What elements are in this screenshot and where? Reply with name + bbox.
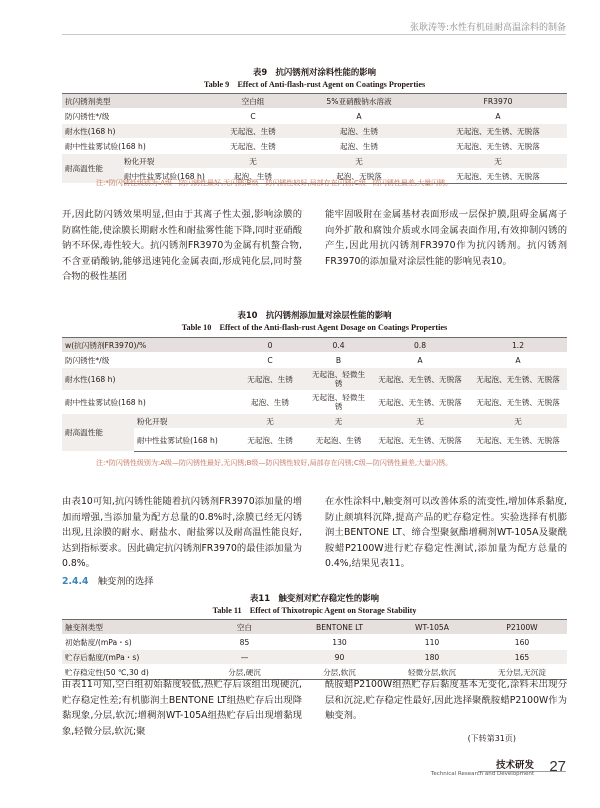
table-header-cell: 1.2 — [469, 338, 567, 353]
table11-caption-cn: 表11 触变剂对贮存稳定性的影响 — [250, 593, 379, 603]
table10-caption-en: Table 10 Effect of the Anti-flash-rust Agent Dosage on Coatings Properties — [181, 323, 448, 332]
table-header-cell: 抗闪锈剂类型 — [62, 94, 217, 109]
table-cell: 无分层,无沉淀 — [477, 665, 567, 680]
table-header-cell: BENTONE LT — [292, 620, 387, 635]
table10-note: 注:*防闪锈性级别为:A级—防闪锈性最好,无闪锈;B级—防闪锈性较好,局部存在闪锈;C级—防闪锈性最差,大量闪锈。 — [96, 459, 453, 467]
table9 — [62, 93, 567, 184]
section-title: 触变剂的选择 — [97, 576, 154, 587]
paragraph-right: 在水性涂料中,触变剂可以改善体系的流变性,增加体系黏度,防止颜填料沉降,提高产品的贮存稳定性。实验选择有机膨润土BENTONE LT、缔合型聚氨酯增稠剂WT-105A及聚酰胺蜡P2100W进行贮存稳定性测试,添加量为配方总量的0.4%,结果见表11。 — [325, 496, 567, 569]
table-header-cell: 5%亚硝酸钠水溶液 — [289, 94, 429, 109]
table-header-cell: 触变剂类型 — [62, 620, 197, 635]
continued-note: (下转第31页) — [467, 734, 516, 743]
table-cell: 分层,软沉 — [292, 665, 387, 680]
table9-caption-en: Table 9 Effect of Anti-flash-rust Agent on Coatings Properties — [203, 80, 426, 89]
paragraph-left: 开,因此防闪锈效果明显,但由于其离子性太强,影响涂膜的防腐性能,使涂膜长期耐水性和耐盐雾性能下降,同时亚硝酸钠不环保,毒性较大。抗闪锈剂FR3970为金属有机螯合物,不含亚硝酸钠,能够迅速钝化金属表面,形成钝化层,同时螯合物的极性基团 — [62, 209, 302, 282]
table-cell: 无 — [429, 154, 567, 169]
table-row — [62, 139, 567, 154]
table-row — [62, 124, 567, 139]
row-label: 贮存后黏度/(mPa・s) — [62, 650, 197, 665]
row-label: 耐中性盐雾试验(168 h) — [62, 139, 217, 154]
row-label: 防闪锈性*/级 — [62, 109, 217, 124]
footer-column-title: 技术研发 — [495, 760, 534, 771]
table-header-cell: FR3970 — [429, 94, 567, 109]
table9-note: 注:*防闪锈性级别为:A级—防闪锈性最好,无闪锈;B级—防闪锈性较好,局部存在闪锈;C级—防闪锈性最差,大量闪锈。 — [96, 179, 453, 187]
table-header-cell: 0.8 — [371, 338, 469, 353]
footer-column-subtitle: Technical Research and Development — [430, 771, 534, 777]
table-cell: 160 — [477, 635, 567, 650]
table-cell: 无起泡、轻微生锈 — [306, 368, 371, 391]
table-cell: 起泡、生锈 — [217, 169, 289, 184]
row-label: 耐水性(168 h) — [62, 124, 217, 139]
table-cell: 无起泡、生锈 — [217, 139, 289, 154]
table-cell: 90 — [292, 650, 387, 665]
table-cell: A — [371, 353, 469, 368]
table-cell: 无起泡、生锈 — [217, 124, 289, 139]
table-cell: 110 — [387, 635, 477, 650]
table-cell: 无起泡、无生锈、无脱落 — [469, 391, 567, 414]
table-cell: 无 — [217, 154, 289, 169]
table-cell: 85 — [197, 635, 292, 650]
table11-caption-en: Table 11 Effect of Thixotropic Agent on Storage Stability — [212, 606, 417, 615]
table-cell: A — [469, 353, 567, 368]
table-cell: 起泡、生锈 — [289, 124, 429, 139]
table-cell: 无起泡、无生锈、无脱落 — [371, 368, 469, 391]
row-label: 耐中性盐雾试验(168 h) — [124, 169, 217, 184]
header-rule — [62, 34, 566, 35]
table-cell: 无起泡、无生锈、无脱落 — [371, 429, 469, 452]
table-cell: 无起泡、无生锈、无脱落 — [429, 124, 567, 139]
table-cell: 无 — [469, 414, 567, 429]
table-row — [62, 368, 567, 391]
table-cell: 165 — [477, 650, 567, 665]
table-row — [62, 429, 567, 452]
table10-caption-cn: 表10 抗闪锈剂添加量对涂层性能的影响 — [237, 310, 392, 320]
table-row — [62, 353, 567, 368]
table-row — [62, 391, 567, 414]
table-cell: 无起泡、无生锈、无脱落 — [469, 368, 567, 391]
table-cell: 130 — [292, 635, 387, 650]
table-cell: 起泡、生锈 — [234, 391, 306, 414]
table-cell: 无起泡、无生锈、无脱落 — [371, 391, 469, 414]
table-row — [62, 414, 567, 429]
table-cell: 无 — [234, 414, 306, 429]
table-cell: 无起泡、无生锈、无脱落 — [429, 169, 567, 184]
paragraph-left: 由表10可知,抗闪锈性能随着抗闪锈剂FR3970添加量的增加而增强,当添加量为配方总量的0.8%时,涂膜已经无闪锈出现,且涂膜的耐水、耐盐水、耐盐雾以及耐高温性能良好,达到指标要求。因此确定抗闪锈剂FR3970的最佳添加量为0.8%。 — [62, 496, 302, 569]
table-header-cell: WT-105A — [387, 620, 477, 635]
table-cell: 无 — [371, 414, 469, 429]
page-number: 27 — [549, 758, 566, 775]
section-heading — [62, 573, 154, 587]
table-cell: 180 — [387, 650, 477, 665]
table-row — [62, 109, 567, 124]
table-cell: 无 — [289, 154, 429, 169]
table-cell: C — [234, 353, 306, 368]
table-cell: 无起泡、生锈 — [234, 368, 306, 391]
row-label: 粉化开裂 — [124, 154, 217, 169]
table-cell: 起泡、无脱落 — [289, 169, 429, 184]
table-cell: A — [429, 109, 567, 124]
row-label: 防闪锈性*/级 — [62, 353, 234, 368]
table-row — [62, 650, 567, 665]
table-row — [62, 154, 567, 169]
paragraph-right: 酰胺蜡P2100W组热贮存后黏度基本无变化,涂料未出现分层和沉淀,贮存稳定性最好,因此选择聚酰胺蜡P2100W作为触变剂。 — [325, 679, 567, 721]
group-label: 耐高温性能 — [62, 154, 124, 184]
table-cell: 轻微分层,软沉 — [387, 665, 477, 680]
table-header-cell: 0 — [234, 338, 306, 353]
row-label: 耐中性盐雾试验(168 h) — [62, 391, 234, 414]
table-cell: — — [197, 650, 292, 665]
paragraph-right: 能牢固吸附在金属基材表面形成一层保护膜,阻碍金属离子向外扩散和腐蚀介质或水同金属表面作用,有效抑制闪锈的产生,因此用抗闪锈剂FR3970作为抗闪锈剂。抗闪锈剂FR3970的添加量对涂层性能的影响见表10。 — [325, 209, 567, 267]
table-row — [62, 635, 567, 650]
table-cell: 无起泡、生锈 — [234, 429, 306, 452]
table-header-row — [62, 94, 567, 109]
table-cell: 无起泡、生锈 — [306, 429, 371, 452]
table10 — [62, 337, 567, 452]
table11 — [62, 619, 567, 680]
row-label: 耐水性(168 h) — [62, 368, 234, 391]
row-label: 粉化开裂 — [134, 414, 234, 429]
table-cell: 无 — [306, 414, 371, 429]
table-header-cell: 空白组 — [217, 94, 289, 109]
section-number: 2.4.4 — [62, 576, 89, 587]
paragraph-left: 由表11可知,空白组初始黏度较低,热贮存后该组出现硬沉,贮存稳定性差;有机膨润土BENTONE LT组热贮存后出现降黏现象,分层,软沉;增稠剂WT-105A组热贮存后出现增黏现象,轻微分层,软沉;聚 — [62, 679, 302, 737]
table-header-cell: 0.4 — [306, 338, 371, 353]
table-header-row — [62, 620, 567, 635]
group-label: 耐高温性能 — [62, 414, 134, 452]
table9-caption-cn: 表9 抗闪锈剂对涂料性能的影响 — [252, 67, 377, 77]
table-header-cell: P2100W — [477, 620, 567, 635]
table-cell: B — [306, 353, 371, 368]
table-header-cell: w(抗闪锈剂FR3970)/% — [62, 338, 234, 353]
table-cell: A — [289, 109, 429, 124]
table-cell: 无起泡、无生锈、无脱落 — [469, 429, 567, 452]
running-header: 张耿涛等:水性有机硅耐高温涂料的制备 — [409, 23, 566, 33]
row-label: 初始黏度/(mPa・s) — [62, 635, 197, 650]
table-cell: 无起泡、无生锈、无脱落 — [429, 139, 567, 154]
table-cell: 起泡、生锈 — [289, 139, 429, 154]
table-header-cell: 空白 — [197, 620, 292, 635]
row-label: 贮存稳定性(50 ℃,30 d) — [62, 665, 197, 680]
row-label: 耐中性盐雾试验(168 h) — [134, 429, 234, 452]
table-cell: 无起泡、轻微生锈 — [306, 391, 371, 414]
table-cell: C — [217, 109, 289, 124]
table-cell: 分层,硬沉 — [197, 665, 292, 680]
table-header-row — [62, 338, 567, 353]
